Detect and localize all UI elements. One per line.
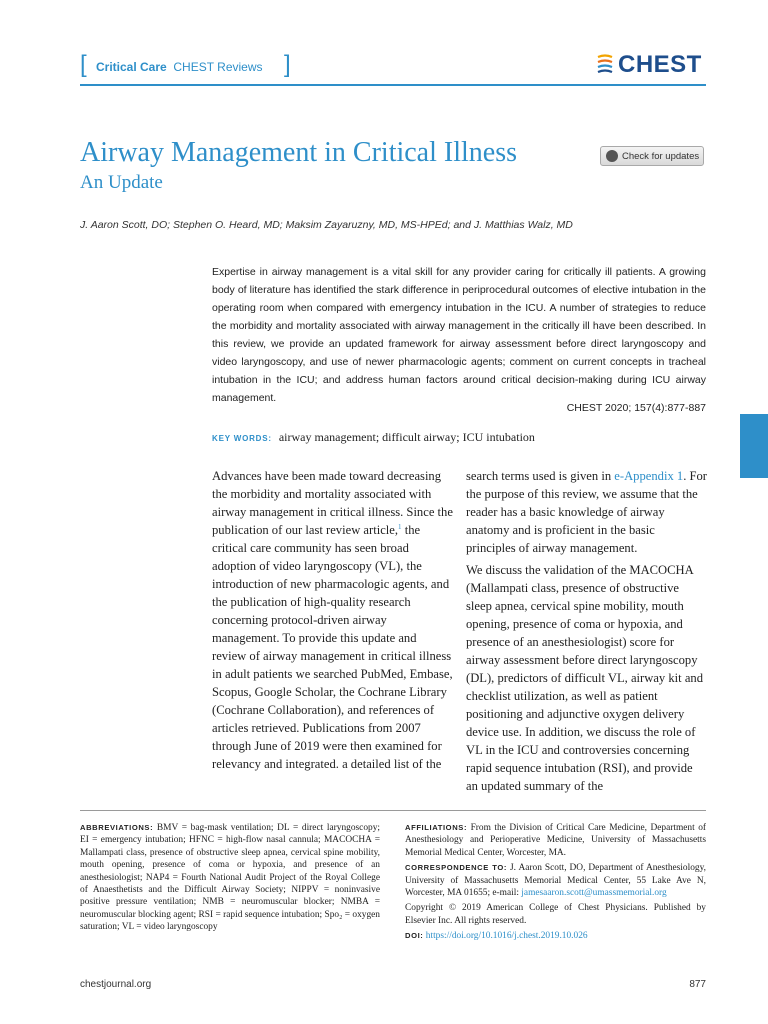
- abbreviations: [80, 822, 380, 934]
- side-tab: [740, 414, 768, 478]
- header-right-bracket: ]: [284, 51, 291, 78]
- body-paragraph: We discuss the validation of the MACOCHA (Mallampati class, presence of obstructive sleep apnea, cervical spine mobility, mouth opening, presence of coma or hypoxia, and presence of an anesthesiologist) score for airway assessment before direct laryngoscopy (DL), predictors of difficult VL, airway kit and checklist utilization, as well as patient positioning and adjunctive oxygen delivery device use. In addition, we discuss the role of VL in the ICU and controversies concerning rapid sequence intubation (RSI), and provide an updated summary of the: [466, 563, 703, 793]
- key-words: [212, 428, 535, 446]
- abbreviations-label: ABBREVIATIONS:: [80, 823, 154, 832]
- update-icon: [606, 150, 618, 162]
- chest-logo: [596, 52, 706, 78]
- doi-label: DOI:: [405, 931, 424, 941]
- correspondence: [405, 862, 706, 899]
- correspondence-label: CORRESPONDENCE TO:: [405, 863, 508, 873]
- key-words-label: KEY WORDS:: [212, 434, 272, 443]
- section-label-rest: CHEST Reviews: [173, 60, 263, 74]
- copyright: Copyright © 2019 American College of Chest Physicians. Published by Elsevier Inc. All rights reserved.: [405, 903, 706, 926]
- e-appendix-link[interactable]: e-Appendix 1: [614, 469, 684, 483]
- affiliations-block: [405, 822, 706, 946]
- body-text: . For the purpose of this review, we assume that the reader has a basic knowledge of airway anatomy and is proficient in the basic principles of airway management.: [466, 469, 707, 555]
- author-list: J. Aaron Scott, DO; Stephen O. Heard, MD; Maksim Zayaruzny, MD, MS-HPEd; and J. Matthias Walz, MD: [80, 219, 573, 231]
- section-label: [96, 60, 263, 74]
- body-paragraph: [212, 467, 453, 773]
- doi-link[interactable]: https://doi.org/10.1016/j.chest.2019.10.026: [425, 931, 588, 942]
- key-words-text: airway management; difficult airway; ICU intubation: [278, 430, 535, 444]
- body-column-2: [466, 467, 707, 799]
- abbreviations-text: BMV = bag-mask ventilation; DL = direct laryngoscopy; EI = emergency intubation; HFNC = high-flow nasal cannula; MACOCHA = Mallampati class, presence of obstructive sleep apnea, cervical spine mobility, mouth opening, presence of coma or hypoxia, and presence of an anesthesiologist; NAP4 = Fourth National Audit Project of the Royal College of Anaesthetists and the Difficult Airway Society; NIPPV = noninvasive positive pressure ventilation; NMB = neuromuscular blocker; NMBA = neuromuscular blocking agent; RSI = rapid sequence intubation; Spo₂ = oxygen saturation; VL = video laryngoscopy: [80, 823, 380, 933]
- body-column-1: [212, 467, 453, 777]
- check-for-updates-button[interactable]: [600, 146, 704, 166]
- check-for-updates-label: Check for updates: [622, 150, 700, 162]
- journal-site[interactable]: chestjournal.org: [80, 979, 152, 990]
- abstract: Expertise in airway management is a vital skill for any provider caring for critically ill patients. A growing body of literature has identified the stark difference in periprocedural outcomes of elective intubation in the operating room when compared with emergency intubation in the ICU. A number of strategies to reduce the morbidity and mortality associated with airway management in the critically ill have been described. In this review, we provide an updated framework for airway assessment before direct laryngoscopy and video laryngoscopy, and use of newer pharmacologic agents; comment on current concepts in tracheal intubation in the ICU; and address human factors around critical decision-making during ICU airway management.: [212, 266, 706, 404]
- body-text: Advances have been made toward decreasing the morbidity and mortality associated with airway management in critical illness. Since the publication of our last review article,: [212, 469, 453, 537]
- citation: CHEST 2020; 157(4):877-887: [566, 402, 706, 414]
- article-title: Airway Management in Critical Illness: [80, 137, 517, 168]
- affiliations-label: AFFILIATIONS:: [405, 823, 468, 832]
- affiliations: [405, 822, 706, 859]
- correspondence-email-link[interactable]: jamesaaron.scott@umassmemorial.org: [521, 888, 667, 899]
- chest-logo-icon: [596, 54, 614, 76]
- footnote-rule: [80, 810, 706, 811]
- header-rule: [80, 84, 706, 86]
- correspondence-text: J. Aaron Scott, DO, Department of Anesthesiology, University of Massachusetts Memorial Medical Center, 55 Lake Ave N, Worcester, MA 01655; e-mail:: [405, 863, 707, 899]
- body-text: search terms used is given in: [466, 469, 615, 483]
- body-text: the critical care community has seen broad adoption of video laryngoscopy (VL), the introduction of new pharmacologic agents, and the publication of high-quality research concerning protocol-driven airway management. To provide this update and review of airway management in critical illness in adult patients we searched PubMed, Embase, Scopus, Google Scholar, the Cochrane Library (Cochrane Collaboration), and references of articles retrieved. Publications from 2007 through June of 2019 were then examined for relevancy and integrated. a detailed list of the: [212, 523, 453, 771]
- section-label-bold: Critical Care: [96, 60, 167, 74]
- body-paragraph: [466, 467, 707, 557]
- chest-logo-text: CHEST: [618, 51, 702, 78]
- affiliations-text: From the Division of Critical Care Medicine, Department of Anesthesiology and Perioperative Medicine, University of Massachusetts Memorial Medical Center, Worcester, MA.: [405, 823, 707, 858]
- reference-link[interactable]: 1: [398, 522, 402, 531]
- article-subtitle: An Update: [80, 172, 163, 193]
- doi: [405, 930, 706, 942]
- page-number: 877: [689, 979, 706, 990]
- header-left-bracket: [: [80, 51, 87, 78]
